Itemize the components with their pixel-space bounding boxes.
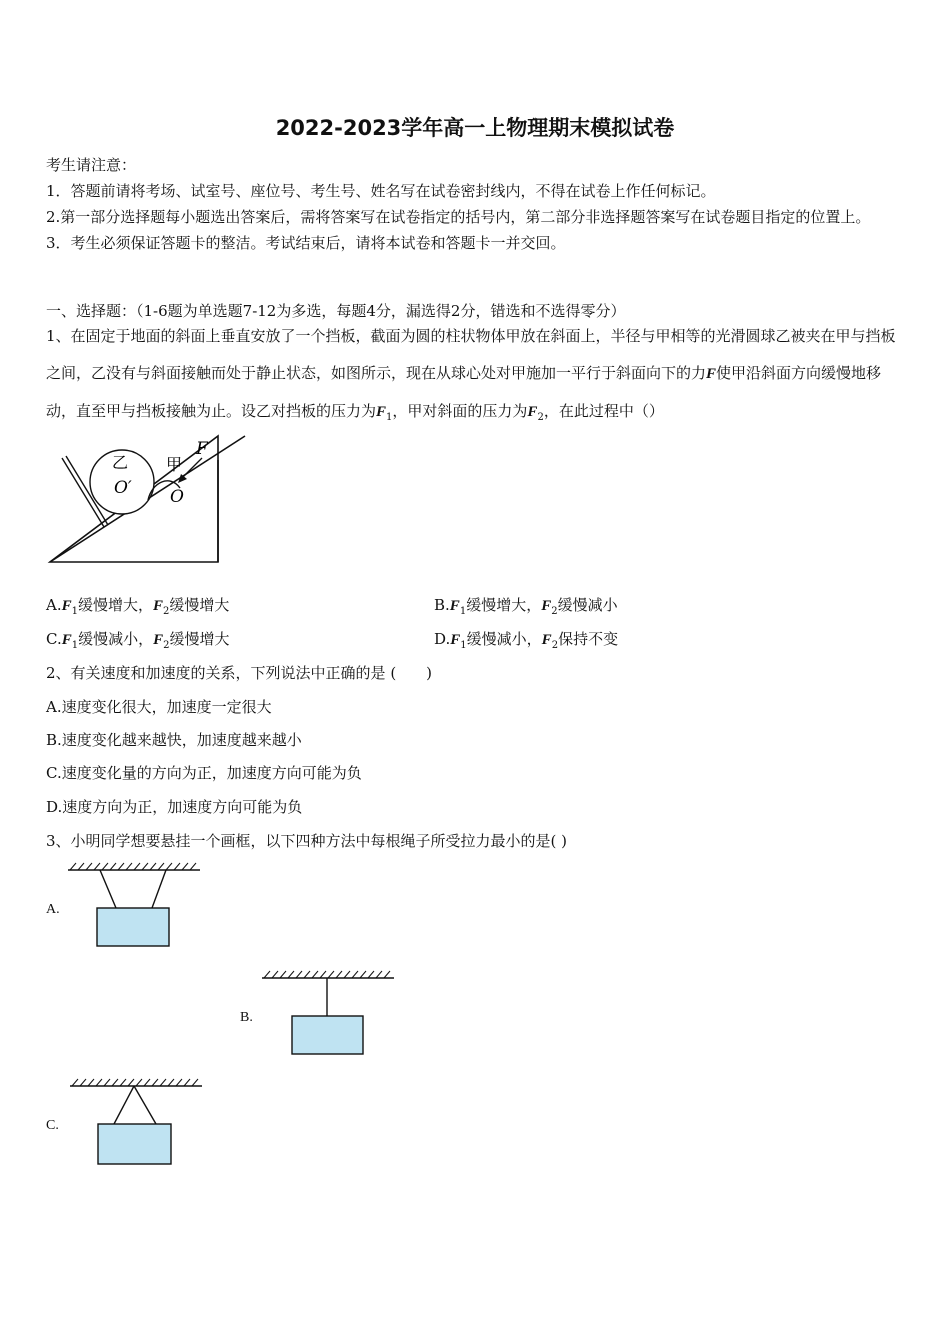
option-c-part1: 缓慢减小， [78, 630, 154, 648]
q3-label-a: A. [46, 902, 60, 917]
option-d-part2: 保持不变 [558, 630, 619, 648]
q3-figure-a [66, 860, 206, 952]
q1-option-a [46, 594, 229, 617]
rope-c-left [114, 1086, 134, 1124]
option-d-f1: F [450, 632, 461, 648]
q3-label-b: B. [240, 1010, 253, 1025]
option-c-f2-sub: 2 [163, 640, 170, 651]
option-a-f2-sub: 2 [163, 606, 170, 617]
option-b-prefix: B. [434, 596, 450, 614]
q1-f1-symbol: F [376, 404, 387, 420]
option-b-f1-sub: 1 [459, 606, 467, 617]
ceiling-hatch-b [264, 971, 390, 978]
q3-figure-c [66, 1074, 206, 1170]
q1-text-d: ，在此过程中（） [543, 402, 664, 420]
label-O: O [170, 487, 184, 507]
notice-item-2: 2.第一部分选择题每小题选出答案后，需将答案写在试卷指定的括号内，第二部分非选择题答案写在试卷题目指定的位置上。 [46, 208, 871, 226]
label-O-prime: O′ [114, 478, 132, 498]
option-b-f2: F [541, 598, 552, 614]
option-a-prefix: A. [46, 596, 62, 614]
option-b-f2-sub: 2 [551, 606, 558, 617]
notice-item-1: 1．答题前请将考场、试室号、座位号、考生号、姓名写在试卷密封线内，不得在试卷上作任何标记。 [46, 182, 716, 200]
page-title: 2022-2023学年高一上物理期末模拟试卷 [275, 116, 675, 140]
question-1-stem [46, 318, 908, 436]
option-a-part2: 缓慢增大 [169, 596, 230, 614]
frame-c [98, 1124, 171, 1164]
option-b-part1: 缓慢增大， [466, 596, 542, 614]
notice-item-3: 3．考生必须保证答题卡的整洁。考试结束后，请将本试卷和答题卡一并交回。 [46, 234, 566, 252]
q2-option-b: B.速度变化越来越快，加速度越来越小 [46, 731, 302, 749]
question-2-stem: 2、有关速度和加速度的关系，下列说法中正确的是 ( ) [46, 664, 433, 682]
q2-option-c: C.速度变化量的方向为正，加速度方向可能为负 [46, 764, 362, 782]
option-a-part1: 缓慢增大， [78, 596, 154, 614]
rope-c-right [134, 1086, 156, 1124]
frame-b [292, 1016, 363, 1054]
q2-option-a: A.速度变化很大，加速度一定很大 [46, 698, 272, 716]
section-heading: 一、选择题：（1-6题为单选题7-12为多选，每题4分，漏选得2分，错选和不选得零分） [46, 302, 626, 320]
question-3-stem: 3、小明同学想要悬挂一个画框，以下四种方法中每根绳子所受拉力最小的是( ) [46, 832, 568, 850]
option-c-prefix: C. [46, 630, 62, 648]
option-a-f1: F [61, 598, 72, 614]
q3-label-c: C. [46, 1118, 59, 1133]
option-b-part2: 缓慢减小 [557, 596, 618, 614]
option-c-part2: 缓慢增大 [169, 630, 230, 648]
q1-option-b [434, 594, 618, 617]
option-d-f2-sub: 2 [551, 640, 559, 651]
ceiling-hatch-a [70, 863, 196, 870]
notice-block [46, 152, 908, 256]
rope-a-right [152, 870, 166, 908]
label-F: F [196, 439, 208, 459]
option-d-f1-sub: 1 [460, 640, 467, 651]
label-yi: 乙 [112, 453, 129, 472]
option-a-f1-sub: 1 [71, 606, 78, 617]
label-jia: 甲 [166, 455, 183, 474]
rope-a-left [100, 870, 116, 908]
option-b-f1: F [449, 598, 460, 614]
q1-option-c [46, 628, 230, 651]
q2-option-d: D.速度方向为正，加速度方向可能为负 [46, 798, 303, 816]
notice-heading: 考生请注意： [46, 156, 137, 174]
q3-figure-b [260, 966, 400, 1058]
q1-force-symbol: F [706, 366, 717, 382]
q1-text-a: 1、在固定于地面的斜面上垂直安放了一个挡板，截面为圆的柱状物体甲放在斜面上，半径与甲相等的光滑圆球乙被夹在甲与挡板之间，乙没有与斜面接触而处于静止状态，如图所示，现在从球心处对甲施加一平行于斜面向下的力 [46, 327, 896, 382]
option-c-f1-sub: 1 [71, 640, 79, 651]
q1-f2-symbol: F [527, 404, 538, 420]
q1-option-d [434, 628, 618, 651]
option-c-f2: F [153, 632, 164, 648]
q1-incline-figure [40, 430, 260, 570]
frame-a [97, 908, 169, 946]
option-c-f1: F [61, 632, 72, 648]
q1-text-c: ，甲对斜面的压力为 [392, 402, 528, 420]
option-d-part1: 缓慢减小， [466, 630, 542, 648]
q1-text-b: 使甲沿斜面方向缓慢地移动，直至甲与挡板接触为止。设乙对挡板的压力为 [46, 364, 882, 420]
q1-f1-sub: 1 [386, 412, 393, 423]
option-d-f2: F [541, 632, 552, 648]
option-a-f2: F [153, 598, 164, 614]
q1-f2-sub: 2 [537, 412, 544, 423]
option-d-prefix: D. [434, 630, 451, 648]
ceiling-hatch-c [72, 1079, 198, 1086]
